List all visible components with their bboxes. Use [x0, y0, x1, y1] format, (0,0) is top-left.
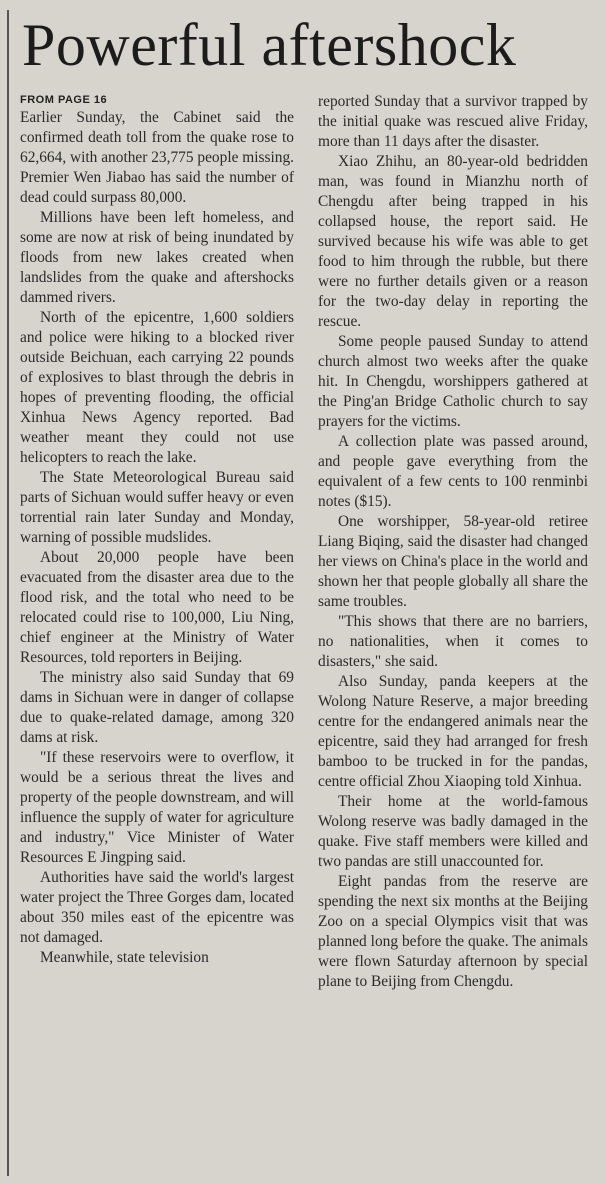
paragraph: Eight pandas from the reserve are spending the next six months at the Beijing Zoo on a special Olympics visit that was planned long before the quake. The animals were flown Saturday afternoon by special plane to Beijing from Chengdu.: [318, 873, 588, 990]
paragraph: North of the epicentre, 1,600 soldiers and police were hiking to a blocked river outside Beichuan, each carrying 22 pounds of explosives to blast through the debris in hopes of preventing flooding, the official Xinhua News Agency reported. Bad weather meant they could not use helicopters to reach the lake.: [20, 309, 294, 466]
paragraph: Authorities have said the world's largest water project the Three Gorges dam, located about 350 miles east of the epicentre was not damaged.: [20, 869, 294, 946]
paragraph: "This shows that there are no barriers, no nationalities, when it comes to disasters," she said.: [318, 613, 588, 670]
paragraph: The ministry also said Sunday that 69 dams in Sichuan were in danger of collapse due to quake-related damage, among 320 dams at risk.: [20, 669, 294, 746]
paragraph: Xiao Zhihu, an 80-year-old bedridden man, was found in Mianzhu north of Chengdu after being trapped in his collapsed house, the report said. He survived because his wife was able to get food to him through the rubble, but there were no further details given or a reason for the two-day delay in reporting the rescue.: [318, 153, 588, 330]
paragraph: About 20,000 people have been evacuated from the disaster area due to the flood risk, and the total who need to be relocated could rise to 100,000, Liu Ning, chief engineer at the Ministry of Water Resources, told reporters in Beijing.: [20, 549, 294, 666]
paragraph: reported Sunday that a survivor trapped by the initial quake was rescued alive Friday, more than 11 days after the disaster.: [318, 93, 588, 150]
paragraph: Some people paused Sunday to attend church almost two weeks after the quake hit. In Chengdu, worshippers gathered at the Ping'an Bridge Catholic church to say prayers for the victims.: [318, 333, 588, 430]
paragraph: A collection plate was passed around, and people gave everything from the equivalent of a few cents to 100 renminbi notes ($15).: [318, 433, 588, 510]
paragraph: Their home at the world-famous Wolong reserve was badly damaged in the quake. Five staff members were killed and two pandas are still unaccounted for.: [318, 793, 588, 870]
headline: Powerful aftershock: [22, 12, 517, 78]
left-column: [20, 92, 294, 968]
paragraph: Earlier Sunday, the Cabinet said the confirmed death toll from the quake rose to 62,664, with another 23,775 people missing. Premier Wen Jiabao has said the number of dead could surpass 80,000.: [20, 109, 295, 206]
paragraph: The State Meteorological Bureau said parts of Sichuan would suffer heavy or even torrential rain later Sunday and Monday, warning of possible mudslides.: [20, 469, 294, 546]
column-rule: [7, 10, 9, 1176]
right-column: [318, 92, 588, 992]
paragraph: "If these reservoirs were to overflow, it would be a serious threat the lives and property of the people downstream, and will influence the supply of water for agriculture and industry," Vice Minister of Water Resources E Jingping said.: [20, 749, 294, 866]
paragraph: Also Sunday, panda keepers at the Wolong Nature Reserve, a major breeding centre for the endangered animals near the epicentre, said they had arranged for fresh bamboo to be trucked in for the pandas, centre official Zhou Xiaoping told Xinhua.: [318, 673, 588, 790]
paragraph: Meanwhile, state television: [40, 949, 209, 966]
kicker-from-page: FROM PAGE 16: [20, 94, 108, 106]
paragraph: One worshipper, 58-year-old retiree Liang Biqing, said the disaster had changed her views on China's place in the world and shown her that people globally all share the same troubles.: [318, 513, 588, 610]
paragraph: Millions have been left homeless, and some are now at risk of being inundated by floods from new lakes created when landslides from the quake and aftershocks dammed rivers.: [20, 209, 294, 306]
